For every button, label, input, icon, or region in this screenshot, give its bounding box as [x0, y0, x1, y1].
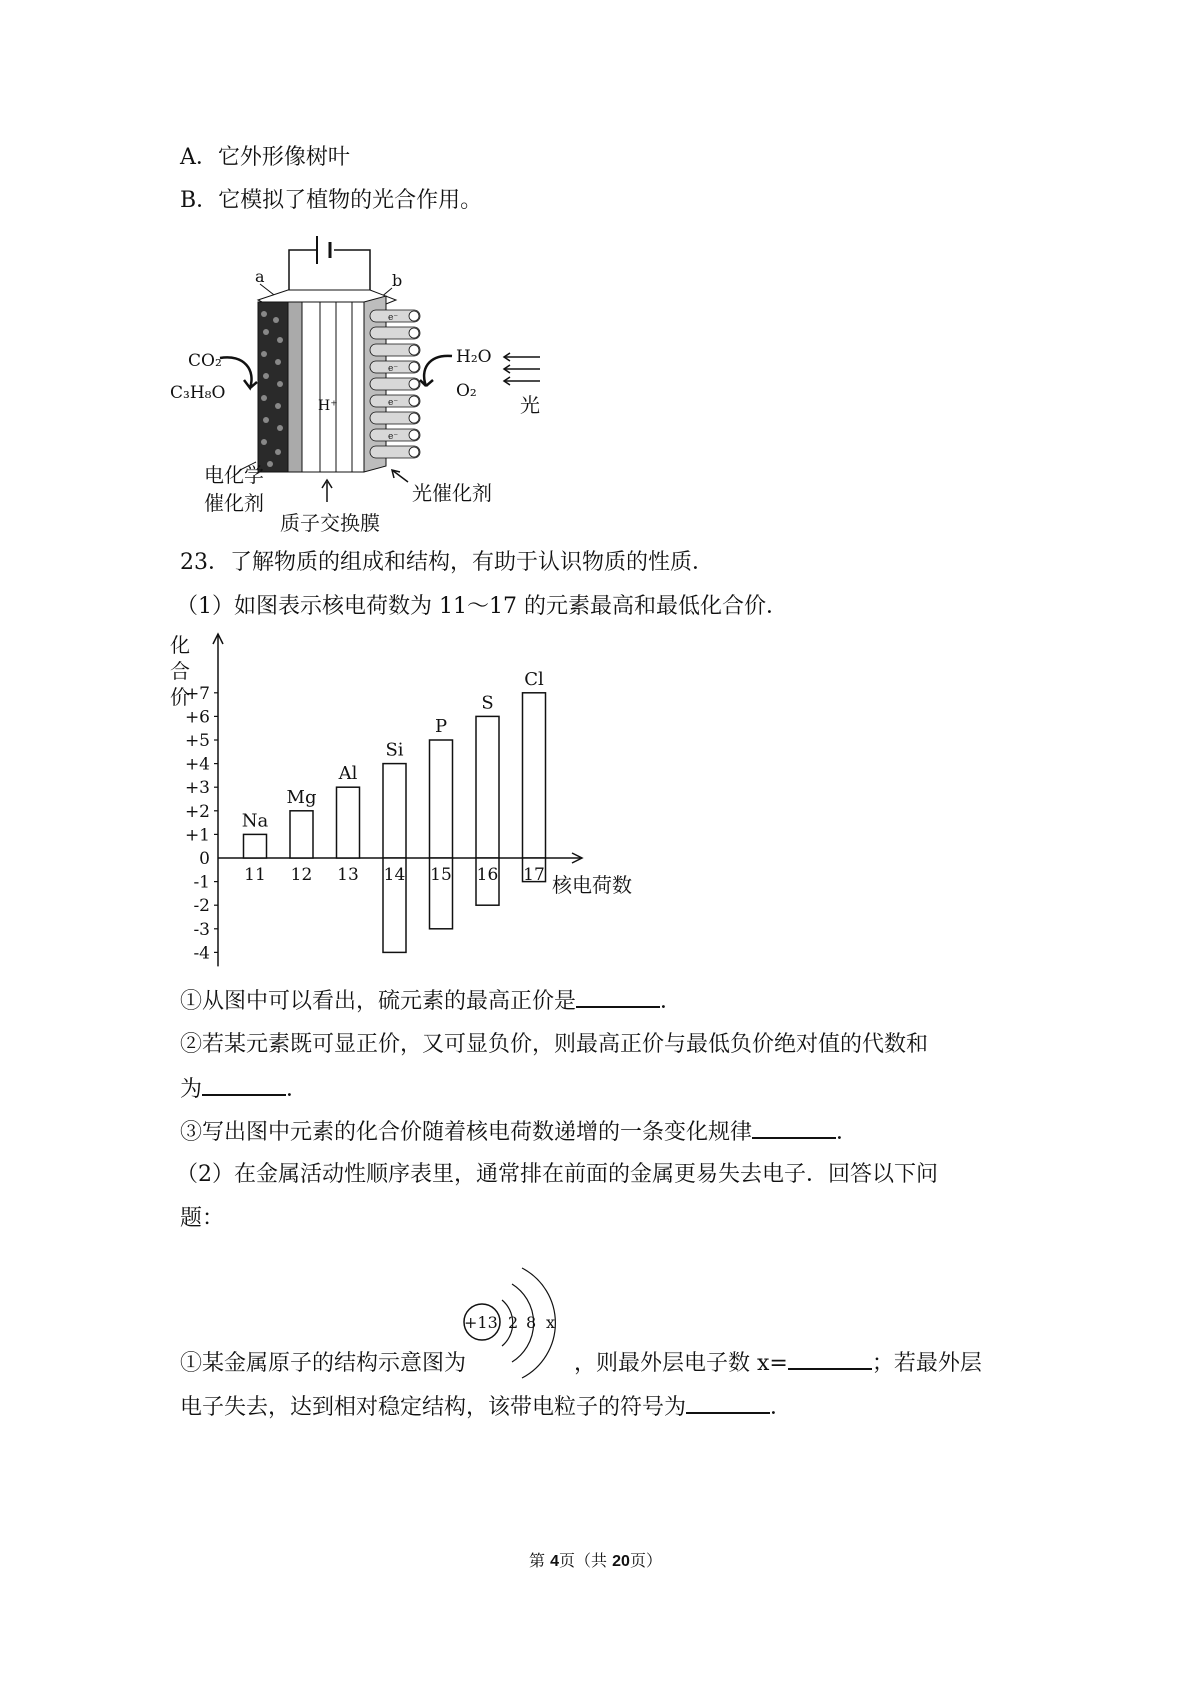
q23-sub4-line2: 电子失去，达到相对稳定结构，该带电粒子的符号为 ．	[180, 1392, 792, 1423]
element-label: Si	[385, 739, 404, 761]
o2-label: O₂	[456, 381, 477, 401]
option-b: B．它模拟了植物的光合作用。	[180, 188, 483, 213]
svg-text:价: 价	[170, 685, 190, 709]
left-catalyst-label-2: 催化剂	[204, 491, 264, 515]
option-a: A．它外形像树叶	[180, 145, 350, 170]
artificial-leaf-diagram	[160, 230, 560, 540]
answer-blank-3[interactable]	[752, 1117, 836, 1139]
q23-sub2-line1: ②若某元素既可显正价，又可显负价，则最高正价与最低负价绝对值的代数和	[180, 1032, 929, 1057]
electron-tubes	[370, 310, 420, 458]
x-tick-label: 11	[244, 865, 266, 885]
answer-blank-4[interactable]	[788, 1348, 872, 1370]
svg-text:合: 合	[170, 659, 190, 683]
page-footer: 第 4页（共 20页）	[529, 1551, 662, 1570]
y-tick-label: -3	[193, 919, 210, 940]
bar-highest-valence	[290, 811, 313, 858]
svg-text:e⁻: e⁻	[388, 398, 399, 408]
svg-text:e⁻: e⁻	[388, 364, 399, 374]
x-tick-label: 15	[430, 865, 452, 885]
q23-part2-line2: 题：	[180, 1206, 225, 1231]
x-tick-label: 16	[476, 865, 499, 885]
bar-highest-valence	[244, 834, 267, 858]
x-tick-label: 17	[523, 865, 545, 885]
y-tick-label: +6	[184, 707, 210, 728]
element-label: Al	[338, 763, 358, 785]
shell-1-electrons: 2	[508, 1313, 519, 1332]
bar-highest-valence	[337, 787, 360, 858]
element-label: Mg	[286, 786, 317, 808]
photo-catalyst-label: 光催化剂	[412, 481, 492, 505]
y-tick-label: +5	[184, 731, 210, 751]
q23-part2-line1: （2）在金属活动性顺序表里，通常排在前面的金属更易失去电子．回答以下问	[176, 1162, 938, 1187]
battery-circuit	[289, 236, 370, 290]
y-tick-label: +7	[184, 683, 210, 704]
shell-3-electrons: x	[546, 1313, 556, 1332]
y-tick-label: 0	[199, 849, 210, 869]
y-tick-label: +1	[184, 825, 210, 846]
co2-label: CO₂	[188, 351, 222, 371]
membrane-label: 质子交换膜	[280, 511, 380, 535]
y-tick-label: +2	[184, 801, 210, 822]
answer-blank-2[interactable]	[202, 1074, 286, 1096]
y-tick-label: -4	[193, 943, 210, 964]
bar-highest-valence	[476, 716, 499, 858]
svg-text:e⁻: e⁻	[388, 432, 399, 442]
element-label: Na	[241, 810, 269, 832]
y-tick-label: +4	[184, 754, 210, 775]
bar-highest-valence	[383, 764, 406, 858]
proton-exchange-membrane	[302, 302, 352, 472]
svg-text:化: 化	[170, 633, 190, 657]
element-label: P	[434, 716, 448, 737]
q23-sub3: ③写出图中元素的化合价随着核电荷数递增的一条变化规律 ．	[180, 1117, 858, 1148]
x-tick-label: 14	[383, 865, 406, 885]
y-tick-label: -2	[193, 896, 210, 917]
y-tick-label: +3	[184, 778, 210, 799]
answer-blank-5[interactable]	[686, 1392, 770, 1414]
bar-highest-valence	[430, 740, 453, 858]
element-label: Cl	[524, 668, 544, 690]
q23-sub2-line2: 为 ．	[180, 1074, 308, 1105]
left-catalyst-label-1: 电化学	[204, 463, 264, 487]
bar-highest-valence	[523, 693, 546, 858]
y-tick-label: -1	[193, 872, 210, 893]
valence-bar-chart	[170, 630, 670, 982]
q23-sub4-line1: ①某金属原子的结构示意图为 ，则最外层电子数 x= ；若最外层	[180, 1348, 982, 1379]
h2o-label: H₂O	[456, 347, 492, 367]
light-arrows	[504, 353, 540, 385]
hplus-label: H⁺	[318, 398, 338, 414]
q23-stem: 23．了解物质的组成和结构，有助于认识物质的性质．	[180, 550, 714, 575]
q23-part1: （1）如图表示核电荷数为 11～17 的元素最高和最低化合价．	[176, 594, 788, 619]
label-a: a	[255, 267, 265, 286]
electrochemical-catalyst-layer	[258, 302, 288, 472]
answer-blank-1[interactable]	[576, 986, 660, 1008]
c3h8o-label: C₃H₈O	[170, 383, 226, 403]
x-axis-title: 核电荷数	[552, 873, 632, 897]
shell-2-electrons: 8	[526, 1313, 537, 1332]
element-label: S	[481, 692, 494, 714]
light-label: 光	[520, 393, 540, 417]
nucleus-charge: +13	[464, 1313, 498, 1332]
svg-text:e⁻: e⁻	[388, 313, 399, 323]
x-tick-label: 12	[290, 865, 313, 885]
x-tick-label: 13	[337, 865, 359, 885]
label-b: b	[392, 271, 403, 290]
q23-sub1: ①从图中可以看出，硫元素的最高正价是 ．	[180, 986, 682, 1017]
